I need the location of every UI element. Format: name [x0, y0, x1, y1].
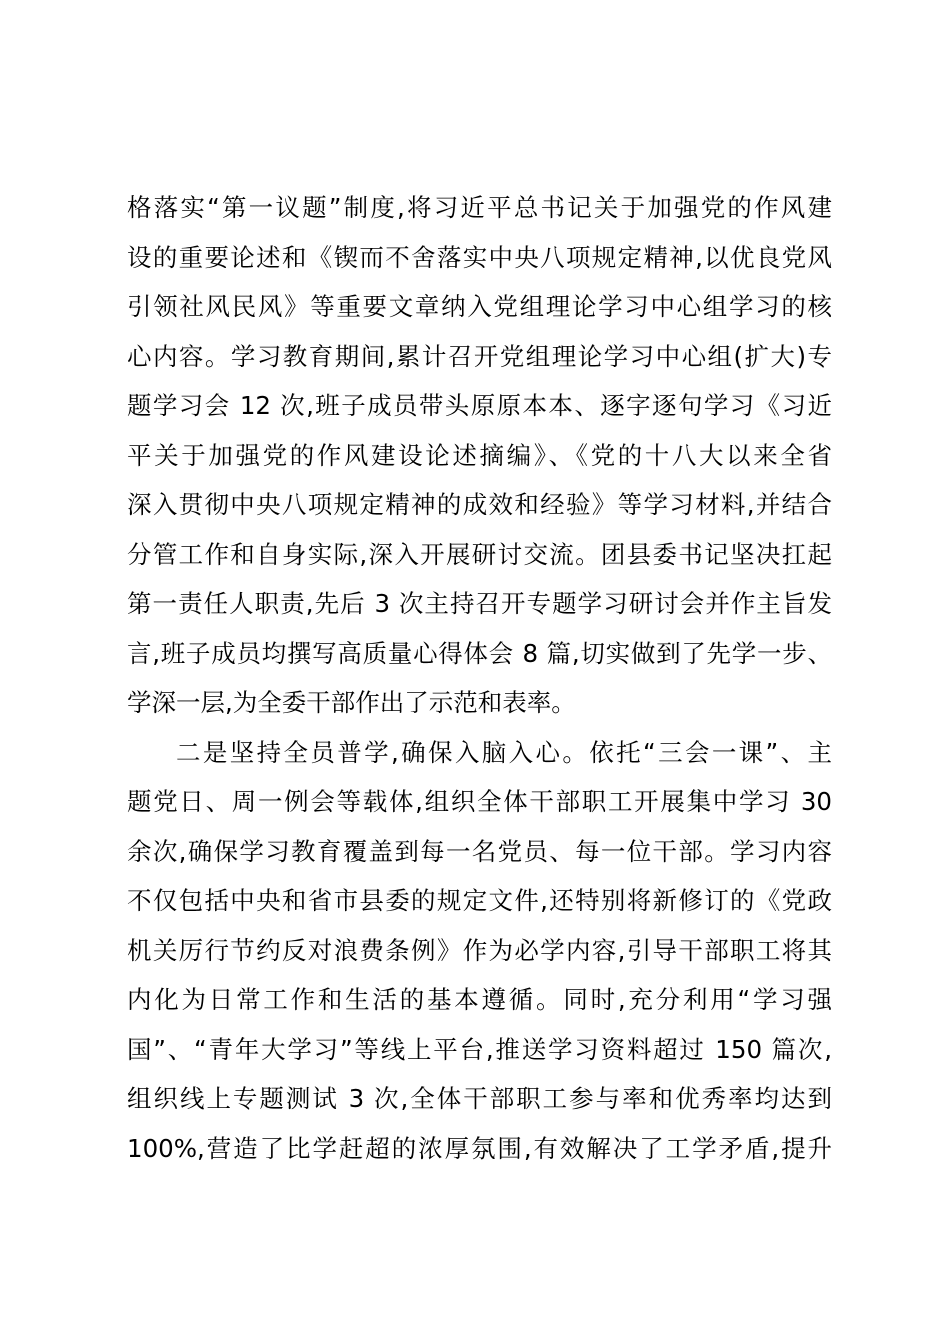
paragraph-1 — [127, 183, 832, 728]
text-line: 不仅包括中央和省市县委的规定文件,还特别将新修订的《党政 — [127, 886, 832, 915]
text-line: 平关于加强党的作风建设论述摘编》、《党的十八大以来全省 — [127, 440, 832, 470]
text-line: 二是坚持全员普学,确保入脑入心。依托“三会一课”、主 — [176, 737, 832, 767]
text-line: 格落实“第一议题”制度,将习近平总书记关于加强党的作风建 — [127, 193, 832, 222]
text-line: 国”、“青年大学习”等线上平台,推送学习资料超过 150 篇次, — [127, 1034, 832, 1064]
text-line: 分管工作和自身实际,深入开展研讨交流。团县委书记坚决扛起 — [127, 539, 832, 569]
text-line: 言,班子成员均撰写高质量心得体会 8 篇,切实做到了先学一步、 — [127, 638, 832, 668]
text-line: 内化为日常工作和生活的基本遵循。同时,充分利用“学习强 — [127, 985, 832, 1014]
text-line: 题学习会 12 次,班子成员带头原原本本、逐字逐句学习《习近 — [127, 391, 832, 420]
paragraph-2 — [127, 728, 832, 1174]
text-line: 第一责任人职责,先后 3 次主持召开专题学习研讨会并作主旨发 — [127, 589, 832, 618]
document-body — [127, 183, 832, 1173]
text-line: 题党日、周一例会等载体,组织全体干部职工开展集中学习 30 — [127, 787, 832, 816]
text-line: 心内容。学习教育期间,累计召开党组理论学习中心组(扩大)专 — [127, 341, 832, 371]
text-line: 深入贯彻中央八项规定精神的成效和经验》等学习材料,并结合 — [127, 490, 832, 519]
text-line: 引领社风民风》等重要文章纳入党组理论学习中心组学习的核 — [127, 292, 832, 321]
text-line: 组织线上专题测试 3 次,全体干部职工参与率和优秀率均达到 — [127, 1084, 832, 1113]
text-line: 100%,营造了比学赶超的浓厚氛围,有效解决了工学矛盾,提升 — [127, 1133, 832, 1163]
text-line: 机关厉行节约反对浪费条例》作为必学内容,引导干部职工将其 — [127, 935, 832, 965]
text-line: 学深一层,为全委干部作出了示范和表率。 — [127, 688, 576, 717]
text-line: 设的重要论述和《锲而不舍落实中央八项规定精神,以优良党风 — [127, 242, 832, 272]
text-line: 余次,确保学习教育覆盖到每一名党员、每一位干部。学习内容 — [127, 836, 832, 866]
